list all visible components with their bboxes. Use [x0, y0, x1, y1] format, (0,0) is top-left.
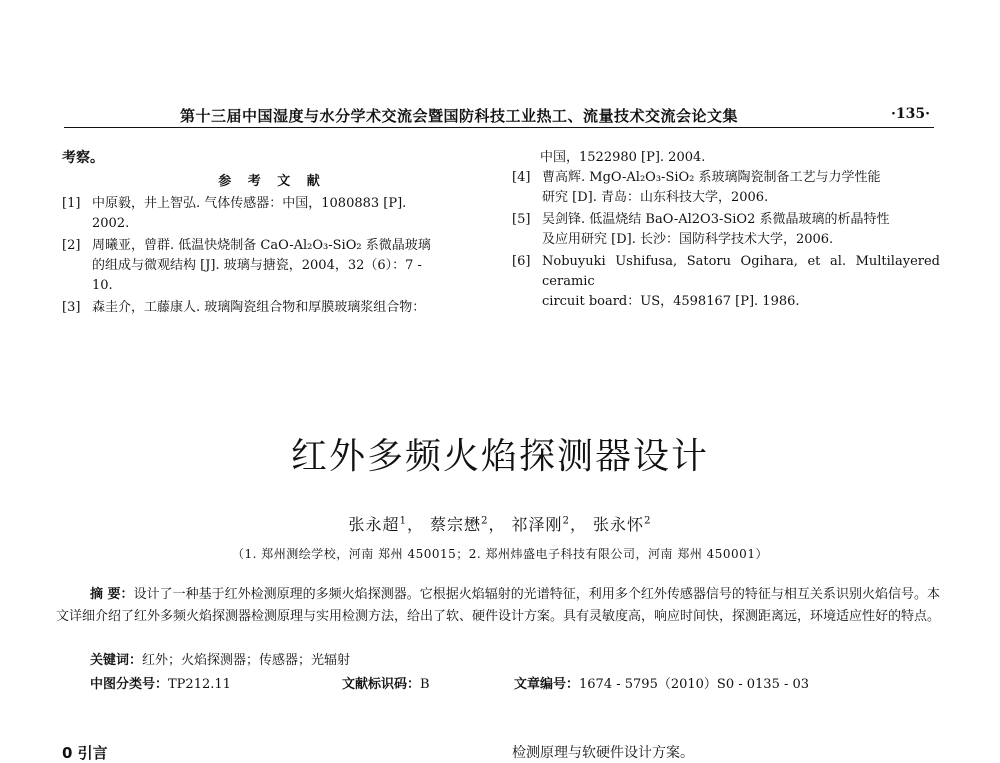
author-affil-mark: 2: [481, 515, 489, 527]
right-column: [512, 148, 940, 314]
reference-line: 曹高辉. MgO-Al₂O₃-SiO₂ 系玻璃陶瓷制备工艺与力学性能: [542, 170, 881, 185]
section-heading-intro: 0 引言: [62, 744, 108, 762]
doc-code-field: [342, 674, 430, 696]
reference-line: Nobuyuki Ushifusa, Satoru Ogihara, et al. Multilayered ceramic: [542, 254, 940, 289]
abstract-label: 摘 要：: [90, 587, 134, 602]
reference-number: [6]: [512, 254, 531, 269]
references-heading: 参 考 文 献: [218, 174, 326, 189]
keywords-text: 红外；火焰探测器；传感器；光辐射: [142, 653, 351, 668]
author-list: [0, 512, 1000, 535]
reference-number: [4]: [512, 170, 531, 185]
running-header: [64, 105, 934, 128]
keywords-label: 关键词：: [90, 653, 143, 668]
paper-title: 红外多频火焰探测器设计: [290, 436, 709, 477]
clc-value: TP212.11: [168, 677, 231, 692]
reference-number: [5]: [512, 212, 531, 227]
author-separator: ，: [569, 515, 587, 534]
reference-item: [512, 168, 940, 208]
doc-code-label: 文献标识码：: [342, 677, 421, 692]
reference-text: [92, 194, 482, 234]
affiliations: （1. 郑州测绘学校，河南 郑州 450015；2. 郑州炜盛电子科技有限公司，河南 郑州 450001）: [232, 547, 768, 561]
proceedings-title: 第十三届中国湿度与水分学术交流会暨国防科技工业热工、流量技术交流会论文集: [180, 107, 739, 125]
body-text-right: 检测原理与软硬件设计方案。: [512, 745, 694, 761]
abstract: [56, 584, 940, 628]
reference-text: [542, 210, 940, 250]
reference-line: 吴剑锋. 低温烧结 BaO-Al2O3-SiO2 系微晶玻璃的析晶特性: [542, 212, 890, 227]
keywords: [90, 650, 350, 672]
page-number: ·135·: [891, 106, 930, 122]
reference-line: 的组成与微观结构 [J]. 玻璃与搪瓷，2004，32（6）：7 -: [92, 258, 422, 273]
clc-label: 中图分类号：: [90, 677, 169, 692]
author-name: 祁泽刚: [511, 515, 563, 534]
reference-continuation: 中国，1522980 [P]. 2004.: [540, 150, 706, 165]
author-name: 张永怀: [593, 515, 645, 534]
reference-text: [542, 252, 940, 312]
reference-item: [62, 298, 482, 318]
reference-number: [2]: [62, 238, 81, 253]
author-affil-mark: 2: [644, 515, 652, 527]
left-column: [62, 148, 482, 320]
reference-line: 森圭介，工藤康人. 玻璃陶瓷组合物和厚膜玻璃浆组合物：: [92, 300, 426, 315]
reference-line: circuit board：US，4598167 [P]. 1986.: [542, 294, 800, 309]
article-no-value: 1674 - 5795（2010）S0 - 0135 - 03: [579, 677, 810, 692]
reference-line: 及应用研究 [D]. 长沙：国防科学技术大学，2006.: [542, 232, 834, 247]
abstract-text: 设计了一种基于红外检测原理的多频火焰探测器。它根据火焰辐射的光谱特征，利用多个红外传感器信号的特征与相互关系识别火焰信号。本文详细介绍了红外多频火焰探测器检测原理与实用检测方法，给出了软、硬件设计方案。具有灵敏度高，响应时间快，探测距离远，环境适应性好的特点。: [56, 587, 941, 624]
reference-item: [62, 236, 482, 296]
reference-line: 2002.: [92, 216, 130, 231]
author-affil-mark: 1: [399, 515, 407, 527]
author-name: 蔡宗懋: [430, 515, 482, 534]
author-separator: ，: [488, 515, 506, 534]
reference-item: [62, 194, 482, 234]
reference-line: 中原毅，井上智弘. 气体传感器：中国，1080883 [P].: [92, 196, 407, 211]
reference-item: [512, 210, 940, 250]
clc-field: [90, 674, 231, 696]
previous-paper-tail: 考察。: [62, 150, 104, 166]
author-separator: ，: [406, 515, 424, 534]
article-no-label: 文章编号：: [514, 677, 580, 692]
reference-text: [92, 236, 482, 296]
author-affil-mark: 2: [562, 515, 570, 527]
reference-item: [512, 252, 940, 312]
article-no-field: [514, 674, 809, 696]
reference-text: [542, 168, 940, 208]
reference-line: 研究 [D]. 青岛：山东科技大学，2006.: [542, 190, 769, 205]
reference-text: [92, 298, 482, 318]
reference-number: [3]: [62, 300, 81, 315]
reference-number: [1]: [62, 196, 81, 211]
author-name: 张永超: [348, 515, 400, 534]
reference-line: 10.: [92, 278, 113, 293]
doc-code-value: B: [420, 677, 430, 692]
reference-line: 周曦亚，曾群. 低温快烧制备 CaO-Al₂O₃-SiO₂ 系微晶玻璃: [92, 238, 431, 253]
